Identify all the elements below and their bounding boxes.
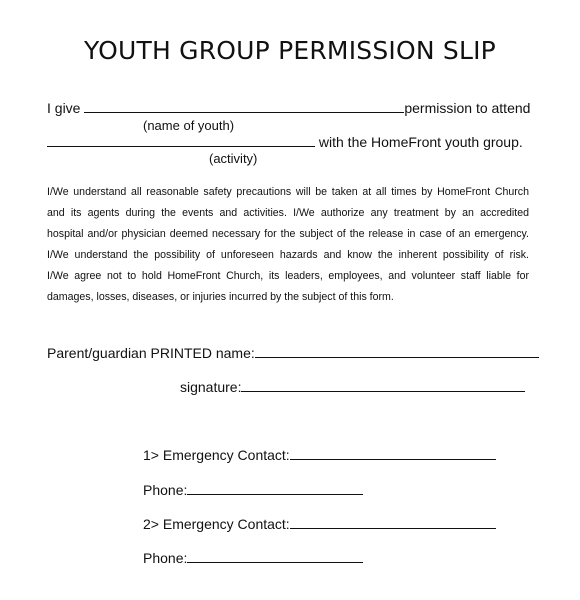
signature-row [180,378,525,396]
phone-1-field[interactable] [187,481,363,495]
emergency-contact-1-field[interactable] [290,446,496,460]
emergency-contact-2-label: 2> Emergency Contact: [143,516,290,532]
page-title: YOUTH GROUP PERMISSION SLIP [84,36,496,65]
paragraph-line: I/We understand all reasonable safety precautions will be taken at all times by HomeFront Church [47,186,529,198]
paragraph-line: I/We understand the possibility of unforeseen hazards and know the inherent possibility of risk. [47,249,529,261]
activity-field[interactable] [47,133,315,147]
paragraph-line: damages, losses, diseases, or injuries incurred by the subject of this form. [47,291,394,303]
paragraph-line: I/We agree not to hold HomeFront Church, its leaders, employees, and volunteer staff liable for [47,270,529,282]
permission-text: permission to attend [404,100,531,116]
phone-1-row [143,481,363,499]
signature-label: signature: [180,379,242,395]
youth-name-row [47,99,530,117]
emergency-contact-2-row [143,515,496,533]
paragraph-line: hospital and/or physician deemed necessary for the subject of the release in case of an emergency. [47,228,529,240]
activity-row [47,133,523,151]
youth-name-caption: (name of youth) [143,118,235,133]
phone-1-label: Phone: [143,482,188,498]
parent-name-label: Parent/guardian PRINTED name: [47,345,255,361]
paragraph-line: and its agents during the events and activities. I/We authorize any treatment by an accredited [47,207,529,219]
phone-2-field[interactable] [187,549,363,563]
activity-caption: (activity) [209,151,258,166]
emergency-contact-1-label: 1> Emergency Contact: [143,447,290,463]
emergency-contact-1-row [143,446,496,464]
signature-field[interactable] [241,378,525,392]
emergency-contact-2-field[interactable] [290,515,496,529]
phone-2-row [143,549,363,567]
phone-2-label: Phone: [143,550,188,566]
consent-paragraph [47,182,529,308]
youth-name-field[interactable] [84,99,404,113]
i-give-text: I give [47,100,81,116]
parent-name-row [47,344,539,362]
homefront-text: with the HomeFront youth group. [318,134,523,150]
parent-name-field[interactable] [255,344,539,358]
